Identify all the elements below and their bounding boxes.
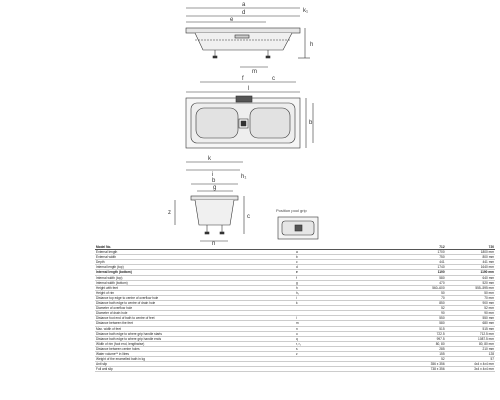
table-row bbox=[95, 367, 495, 372]
table-cell-v2: 90 mm bbox=[446, 311, 495, 316]
dim-label-h1: h₁ bbox=[241, 174, 247, 180]
table-cell-v1: 356 x 356 bbox=[396, 362, 445, 367]
table-cell-v1: 1740 bbox=[396, 265, 445, 270]
table-cell-v1: 560–600 bbox=[396, 285, 445, 290]
table-cell-sym: k bbox=[295, 301, 396, 306]
table-cell-param: Height of rim bbox=[95, 290, 295, 295]
dim-label-i: i bbox=[212, 172, 214, 178]
dim-label-h: h bbox=[310, 42, 314, 48]
dim-label-k: k bbox=[208, 156, 211, 162]
table-cell-param: Distance foot end of bath to centre of feet bbox=[95, 316, 295, 321]
table-cell-param: External width bbox=[95, 255, 295, 260]
table-cell-param: Diameter of overflow hole bbox=[95, 306, 295, 311]
header-model-712: 712 bbox=[396, 245, 445, 250]
header-model-720: 720 bbox=[446, 245, 495, 250]
table-cell-v2: 1190 mm bbox=[446, 270, 495, 275]
dim-label-a: a bbox=[242, 2, 246, 8]
plan-view bbox=[186, 82, 313, 170]
table-cell-sym: d bbox=[295, 265, 396, 270]
table-cell-v1: 70 bbox=[396, 295, 445, 300]
table-cell-sym: a bbox=[295, 250, 396, 255]
table-cell-param: Full anti slip bbox=[95, 367, 295, 372]
dim-label-c-section: c bbox=[247, 214, 250, 220]
table-cell-v2: 680 mm bbox=[446, 321, 495, 326]
table-cell-sym: l bbox=[295, 316, 396, 321]
table-cell-v2: 210 mm bbox=[446, 346, 495, 351]
table-cell-param: Internal length (top) bbox=[95, 265, 295, 270]
table-cell-v1: 52 bbox=[396, 357, 445, 362]
table-cell-sym: f bbox=[295, 275, 396, 280]
table-cell-sym: h bbox=[295, 285, 396, 290]
table-cell-param: Distance bath edge to centre of drain hole bbox=[95, 301, 295, 306]
table-cell-param: Depth bbox=[95, 260, 295, 265]
table-cell-sym: c bbox=[295, 260, 396, 265]
table-cell-v2: 52 mm bbox=[446, 306, 495, 311]
table-cell-param: Anti slip bbox=[95, 362, 295, 367]
table-cell-v1: 722.5 bbox=[396, 331, 445, 336]
table-cell-v1: 738 x 356 bbox=[396, 367, 445, 372]
table-cell-v1: 580 bbox=[396, 275, 445, 280]
table-cell-param: Height with feet bbox=[95, 285, 295, 290]
table-cell-v1: 997.5 bbox=[396, 336, 445, 341]
table-cell-sym: o bbox=[295, 331, 396, 336]
table-cell-param: Max. width of feet bbox=[95, 326, 295, 331]
specification-table bbox=[95, 245, 495, 372]
table-cell-v2: 550 mm bbox=[446, 316, 495, 321]
table-cell-param: Internal width (top) bbox=[95, 275, 295, 280]
table-cell-v1: 50 bbox=[396, 290, 445, 295]
table-cell-v2: 800 mm bbox=[446, 255, 495, 260]
table-cell-v2: 712.5 mm bbox=[446, 331, 495, 336]
table-cell-v1: 750 bbox=[396, 255, 445, 260]
table-cell-sym: g bbox=[295, 280, 396, 285]
table-cell-param: Internal length (bottom) bbox=[95, 270, 295, 275]
table-cell-v2: 640 mm bbox=[446, 275, 495, 280]
table-cell-v1: 52 bbox=[396, 306, 445, 311]
table-cell-v2: 50 mm bbox=[446, 290, 495, 295]
dim-label-l: l bbox=[248, 86, 250, 92]
dim-label-b: b bbox=[309, 120, 313, 126]
table-cell-v2: 555–595 mm bbox=[446, 285, 495, 290]
table-cell-v1: 80, 80 bbox=[396, 341, 445, 346]
dim-label-f: f bbox=[242, 76, 244, 82]
table-cell-param: Weight of the enamelled bath in kg bbox=[95, 357, 295, 362]
table-cell-sym bbox=[295, 367, 396, 372]
header-param: Model No. bbox=[95, 245, 295, 250]
table-cell-param: Distance between centre holes bbox=[95, 346, 295, 351]
table-cell-v2: 57 bbox=[446, 357, 495, 362]
dim-label-d: d bbox=[242, 10, 246, 16]
dim-label-m: m bbox=[252, 69, 257, 75]
table-cell-param: Distance bath edge to where grip handle starts bbox=[95, 331, 295, 336]
table-cell-v1: 155 bbox=[396, 351, 445, 356]
table-cell-v2: 900 mm bbox=[446, 301, 495, 306]
table-cell-v2: 1800 mm bbox=[446, 250, 495, 255]
table-cell-param: Width of rim (foot end, lengthwise) bbox=[95, 341, 295, 346]
table-cell-v2: 515 mm bbox=[446, 326, 495, 331]
table-cell-v1: 285 bbox=[396, 346, 445, 351]
table-cell-sym: m bbox=[295, 321, 396, 326]
table-cell-param: Diameter of drain hole bbox=[95, 311, 295, 316]
table-cell-param: Water volume** in litres bbox=[95, 351, 295, 356]
table-cell-sym: b bbox=[295, 255, 396, 260]
table-cell-sym: r, r₁ bbox=[295, 341, 396, 346]
table-cell-v1: 1190 bbox=[396, 270, 445, 275]
table-cell-v2: 80, 80 mm bbox=[446, 341, 495, 346]
table-cell-param: Distance bath edge to where grip handle ends bbox=[95, 336, 295, 341]
table-cell-param: Internal width (bottom) bbox=[95, 280, 295, 285]
pool-grip-detail bbox=[278, 217, 318, 239]
table-cell-sym: e bbox=[295, 270, 396, 275]
table-cell-param: External length bbox=[95, 250, 295, 255]
table-cell-v1: 1700 bbox=[396, 250, 445, 255]
table-cell-v2: 4x4 x 4x4 mm bbox=[446, 362, 495, 367]
table-cell-sym: i bbox=[295, 295, 396, 300]
table-cell-v1: 850 bbox=[396, 301, 445, 306]
position-pool-grip-label: Position pool grip bbox=[276, 208, 307, 213]
table-cell-v1: 470 bbox=[396, 280, 445, 285]
dim-label-b-section: b bbox=[212, 178, 216, 184]
table-cell-param: Distance top edge to centre of overflow hole bbox=[95, 295, 295, 300]
table-cell-v2: 128 bbox=[446, 351, 495, 356]
table-cell-v1: 90 bbox=[396, 311, 445, 316]
table-cell-v1: 580 bbox=[396, 321, 445, 326]
table-cell-v2: 1087.5 mm bbox=[446, 336, 495, 341]
table-cell-param: Distance between the feet bbox=[95, 321, 295, 326]
table-cell-v2: 70 mm bbox=[446, 295, 495, 300]
side-elevation-view bbox=[186, 8, 310, 67]
table-cell-sym: h₁ bbox=[295, 290, 396, 295]
dim-label-k1: k₁ bbox=[303, 8, 309, 14]
table-cell-v2: 441 mm bbox=[446, 260, 495, 265]
table-cell-v2: 520 mm bbox=[446, 280, 495, 285]
table-cell-sym: q bbox=[295, 336, 396, 341]
table-cell-v1: 441 bbox=[396, 260, 445, 265]
dim-label-n: n bbox=[212, 241, 216, 245]
table-cell-sym: z bbox=[295, 351, 396, 356]
end-section-view bbox=[175, 184, 244, 241]
dim-label-e: e bbox=[230, 17, 234, 23]
dim-label-z: z bbox=[168, 210, 171, 216]
table-cell-sym: n bbox=[295, 326, 396, 331]
table-cell-v2: 3x4 x 4x4 mm bbox=[446, 367, 495, 372]
table-cell-v1: 515 bbox=[396, 326, 445, 331]
dim-label-c: c bbox=[272, 76, 275, 82]
table-body bbox=[95, 250, 495, 372]
table-cell-v2: 1640 mm bbox=[446, 265, 495, 270]
table-cell-sym: s bbox=[295, 346, 396, 351]
table-cell-v1: 550 bbox=[396, 316, 445, 321]
dim-label-g: g bbox=[213, 185, 217, 191]
